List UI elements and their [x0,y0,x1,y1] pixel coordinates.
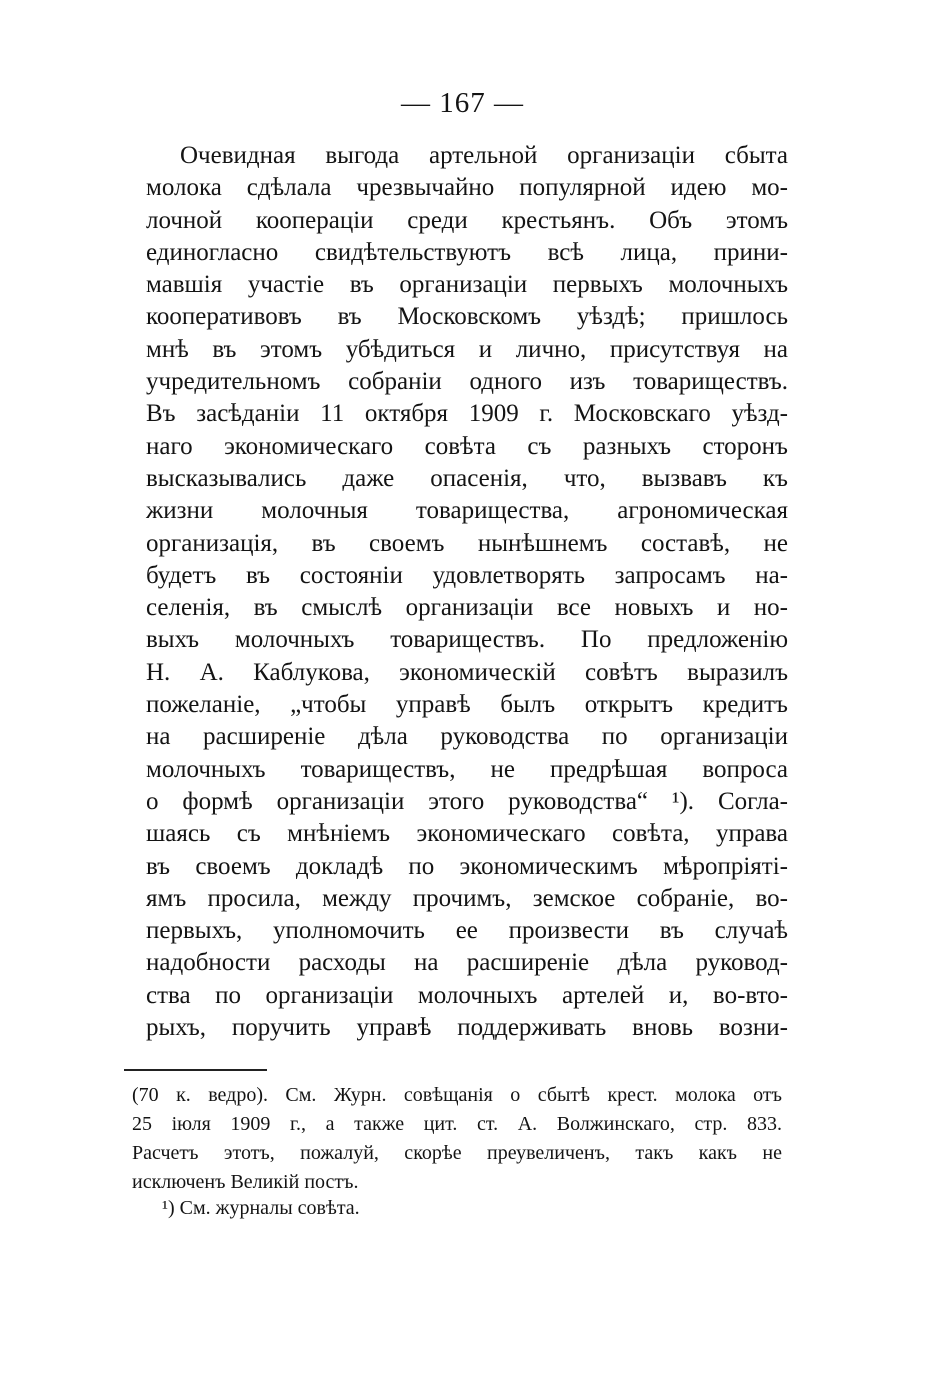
body-line: высказывались даже опасенія, что, вызвавъ къ [146,464,788,492]
body-line: надобности расходы на расширеніе дѣла руковод- [146,949,788,977]
body-line: организація, въ своемъ нынѣшнемъ составѣ, не [146,529,788,557]
footnotes [132,1081,782,1197]
body-line: мавшія участіе въ организаціи первыхъ молочныхъ [146,271,788,299]
body-line: Н. А. Каблукова, экономическій совѣтъ выразилъ [146,658,788,686]
body-line: ямъ просила, между прочимъ, земское собраніе, во- [146,884,788,912]
footnote-divider [124,1069,267,1071]
body-line: на расширеніе дѣла руководства по организаціи [146,723,788,751]
body-line: лочной коопераціи среди крестьянъ. Объ этомъ [146,206,788,234]
body-line: будетъ въ состояніи удовлетворять запросамъ на- [146,561,788,589]
body-line: кооперативовъ въ Московскомъ уѣздѣ; пришлось [146,303,788,331]
footnote-line: (70 к. ведро). См. Журн. совѣщанія о сбытѣ крест. молока отъ [132,1084,782,1106]
body-line: селенія, въ смыслѣ организаціи все новыхъ и но- [146,594,788,622]
body-line: единогласно свидѣтельствуютъ всѣ лица, прини- [146,238,788,266]
footnote-1: ¹) См. журналы совѣта. [162,1197,360,1219]
footnote-line: Расчетъ этотъ, пожалуй, скорѣе преувеличенъ, такъ какъ не [132,1142,782,1164]
body-line: наго экономическаго совѣта съ разныхъ сторонъ [146,432,788,460]
body-line: въ своемъ докладѣ по экономическимъ мѣропріяті- [146,852,788,880]
body-line: жизни молочныя товарищества, агрономическая [146,497,788,525]
body-line: мнѣ въ этомъ убѣдиться и лично, присутствуя на [146,335,788,363]
body-line: Въ засѣданіи 11 октября 1909 г. Московскаго уѣзд- [146,400,788,428]
footnote-line: 25 іюля 1909 г., а также цит. ст. А. Волжинскаго, стр. 833. [132,1113,782,1135]
body-line: пожеланіе, „чтобы управѣ былъ открытъ кредитъ [146,691,788,719]
body-text [146,140,788,1044]
body-line: выхъ молочныхъ товариществъ. По предложенію [146,626,788,654]
page-number: — 167 — [401,87,524,119]
body-line: ства по организаціи молочныхъ артелей и, во-вто- [146,981,788,1009]
body-line: Очевидная выгода артельной организаціи сбыта [180,142,788,169]
footnote-line: исключенъ Великій постъ. [132,1171,359,1193]
body-line: о формѣ организаціи этого руководства“ ¹). Согла- [146,787,788,815]
body-line: рыхъ, поручить управѣ поддерживать вновь возни- [146,1014,788,1042]
body-line: учредительномъ собраніи одного изъ товариществъ. [146,368,788,396]
body-line: шаясь съ мнѣніемъ экономическаго совѣта, управа [146,820,788,848]
body-line: молока сдѣлала чрезвычайно популярной идею мо- [146,174,788,202]
body-line: молочныхъ товариществъ, не предрѣшая вопроса [146,755,788,783]
body-line: первыхъ, уполномочить ее произвести въ случаѣ [146,917,788,945]
